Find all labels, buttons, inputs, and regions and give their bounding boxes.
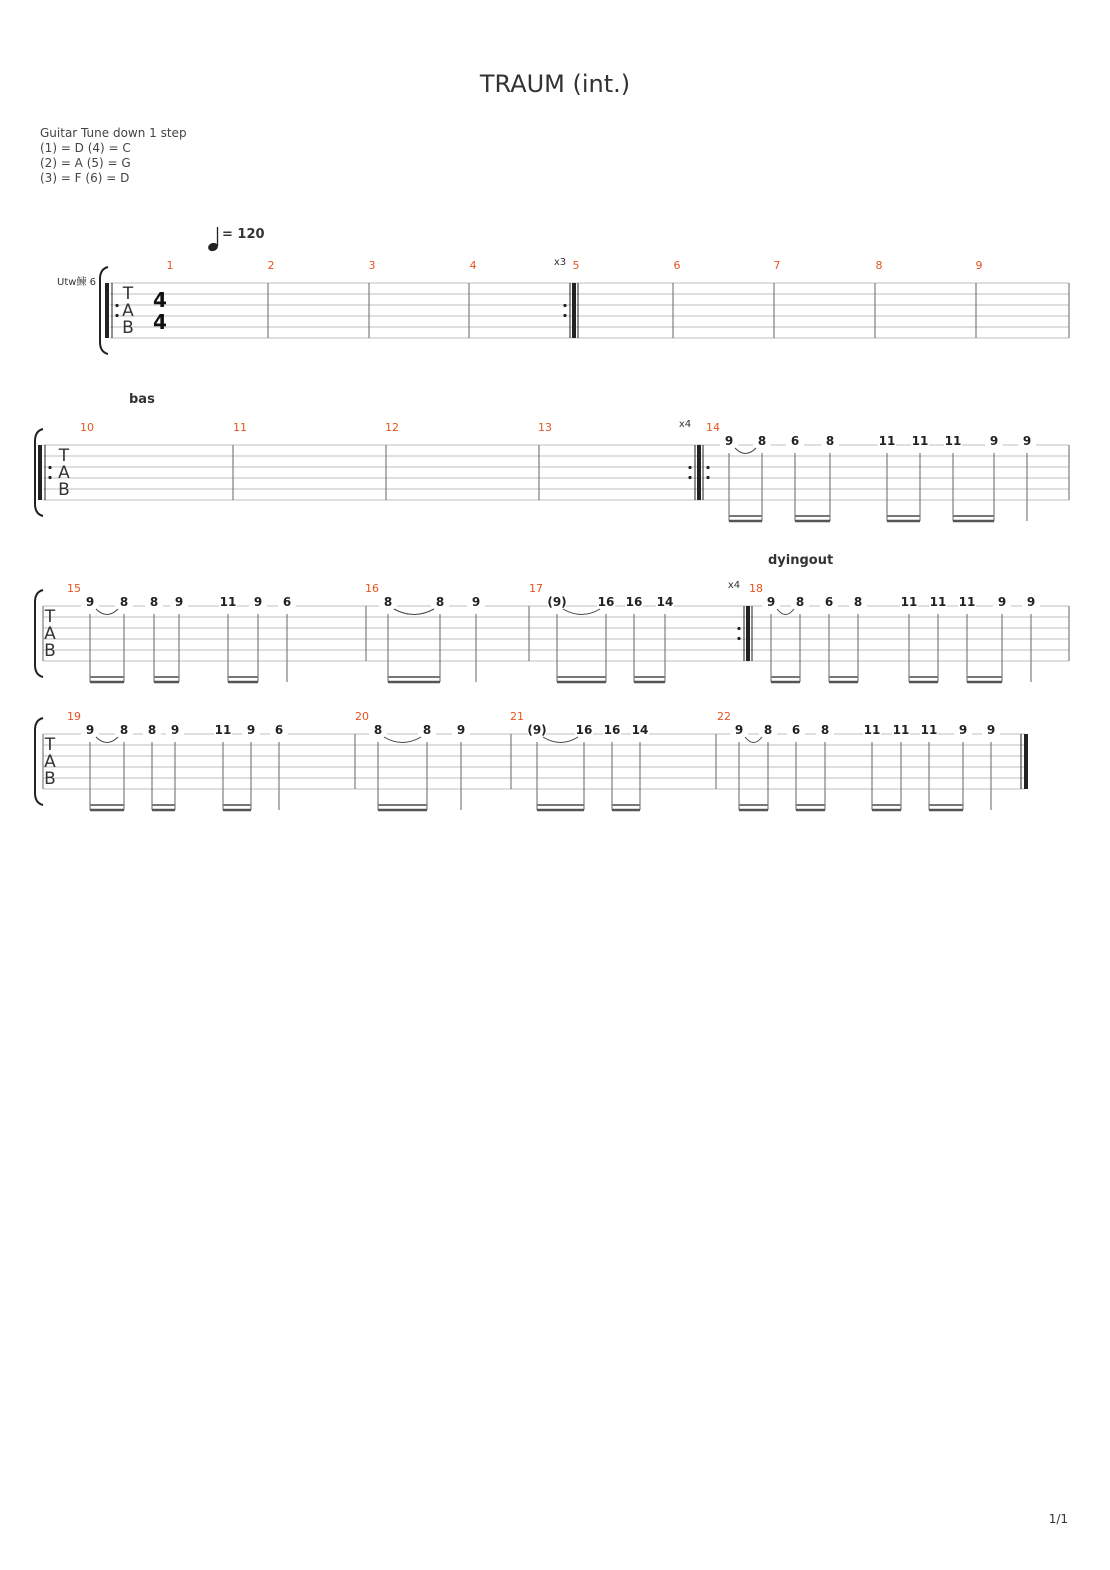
section-label: bas [129,392,155,407]
fret-number: 9 [734,723,744,737]
measure-number: 5 [572,259,580,272]
fret-number: 11 [900,595,918,609]
fret-number: 8 [373,723,383,737]
repeat-dot [563,304,566,307]
fret-number: 8 [795,595,805,609]
fret-number: 9 [471,595,481,609]
tie-arc [96,609,118,615]
repeat-dot [737,627,740,630]
tab-clef-letter: B [122,318,134,338]
tuning-line: (2) = A (5) = G [40,156,131,170]
fret-number: 8 [435,595,445,609]
repeat-dot [688,476,691,479]
page-title: TRAUM (int.) [479,70,631,98]
repeat-dot [563,314,566,317]
tab-clef-letter: T [58,446,70,466]
fret-number: 9 [170,723,180,737]
repeat-dot [115,314,118,317]
repeat-count: x4 [727,580,741,591]
measure-number: 17 [529,582,543,595]
fret-number: 9 [85,595,95,609]
fret-number: (9) [547,595,567,609]
tab-clef-letter: A [44,752,56,772]
fret-number: 8 [853,595,863,609]
fret-number: 11 [929,595,947,609]
fret-number: 8 [820,723,830,737]
measure-number: 4 [469,259,477,272]
fret-number: 8 [147,723,157,737]
tie-arc [563,609,600,615]
fret-number: 9 [174,595,184,609]
measure-number: 10 [80,421,94,434]
repeat-dot [48,466,51,469]
tab-clef-letter: T [44,735,56,755]
repeat-dot [737,637,740,640]
fret-number: 11 [944,434,962,448]
tuning-header: Guitar Tune down 1 step [40,126,187,140]
fret-number: 11 [878,434,896,448]
fret-number: 6 [824,595,834,609]
fret-number: 11 [892,723,910,737]
repeat-dot [115,304,118,307]
fret-number: 6 [790,434,800,448]
measure-number: 12 [385,421,399,434]
time-signature-bottom: 4 [153,310,167,334]
measure-number: 22 [717,710,731,723]
track-name: Utw鰊 6 [57,277,96,288]
measure-number: 15 [67,582,81,595]
repeat-count: x3 [553,257,567,268]
tie-arc [735,448,756,454]
measure-number: 13 [538,421,552,434]
repeat-dot [706,476,709,479]
fret-number: 8 [383,595,393,609]
fret-number: 6 [791,723,801,737]
fret-number: 9 [246,723,256,737]
tab-clef-letter: A [58,463,70,483]
fret-number: 11 [920,723,938,737]
measure-number: 3 [368,259,376,272]
tab-clef-letter: B [44,769,56,789]
measure-number: 19 [67,710,81,723]
measure-number: 21 [510,710,524,723]
tab-clef-letter: T [44,607,56,627]
time-signature-top: 4 [153,288,167,312]
repeat-count: x4 [678,419,692,430]
measure-number: 7 [773,259,781,272]
measure-number: 2 [267,259,275,272]
measure-number: 9 [975,259,983,272]
measure-number: 14 [706,421,720,434]
fret-number: 8 [763,723,773,737]
fret-number: 8 [119,595,129,609]
system-bracket [35,590,43,677]
fret-number: 9 [989,434,999,448]
fret-number: 9 [1022,434,1032,448]
repeat-dot [706,466,709,469]
fret-number: 8 [149,595,159,609]
fret-number: 9 [724,434,734,448]
fret-number: 9 [253,595,263,609]
fret-number: 8 [757,434,767,448]
fret-number: 8 [119,723,129,737]
fret-number: 11 [219,595,237,609]
tempo-marker [207,227,265,252]
measure-number: 16 [365,582,379,595]
tie-arc [96,737,118,743]
measure-number: 6 [673,259,681,272]
fret-number: 9 [958,723,968,737]
fret-number: 6 [274,723,284,737]
fret-number: 11 [911,434,929,448]
tuning-line: (3) = F (6) = D [40,171,130,185]
fret-number: 8 [422,723,432,737]
measure-number: 20 [355,710,369,723]
fret-number: 16 [575,723,593,737]
fret-number: 11 [214,723,232,737]
tab-clef-letter: A [122,301,134,321]
tab-clef-letter: A [44,624,56,644]
fret-number: 16 [625,595,643,609]
fret-number: 14 [631,723,649,737]
fret-number: 6 [282,595,292,609]
fret-number: 9 [766,595,776,609]
tab-clef-letter: T [122,284,134,304]
fret-number: 11 [958,595,976,609]
tie-arc [543,737,578,743]
tempo-value: = 120 [222,227,265,242]
system-bracket [35,718,43,805]
fret-number: 9 [1026,595,1036,609]
measure-number: 11 [233,421,247,434]
fret-number: 8 [825,434,835,448]
fret-number: 9 [997,595,1007,609]
tie-arc [777,609,794,615]
fret-number: 9 [456,723,466,737]
repeat-dot [48,476,51,479]
fret-number: 16 [597,595,615,609]
fret-number: 9 [986,723,996,737]
measure-number: 18 [749,582,763,595]
tab-clef-letter: B [44,641,56,661]
fret-number: 16 [603,723,621,737]
fret-number: 14 [656,595,674,609]
measure-number: 1 [166,259,174,272]
tie-arc [394,609,434,615]
repeat-dot [688,466,691,469]
tab-clef-letter: B [58,480,70,500]
tuning-line: (1) = D (4) = C [40,141,131,155]
fret-number: 11 [863,723,881,737]
measure-number: 8 [875,259,883,272]
fret-number: (9) [527,723,547,737]
section-label: dyingout [768,553,834,568]
tie-arc [384,737,421,743]
fret-number: 9 [85,723,95,737]
page-number: 1/1 [1048,1512,1068,1526]
tie-arc [745,737,762,743]
